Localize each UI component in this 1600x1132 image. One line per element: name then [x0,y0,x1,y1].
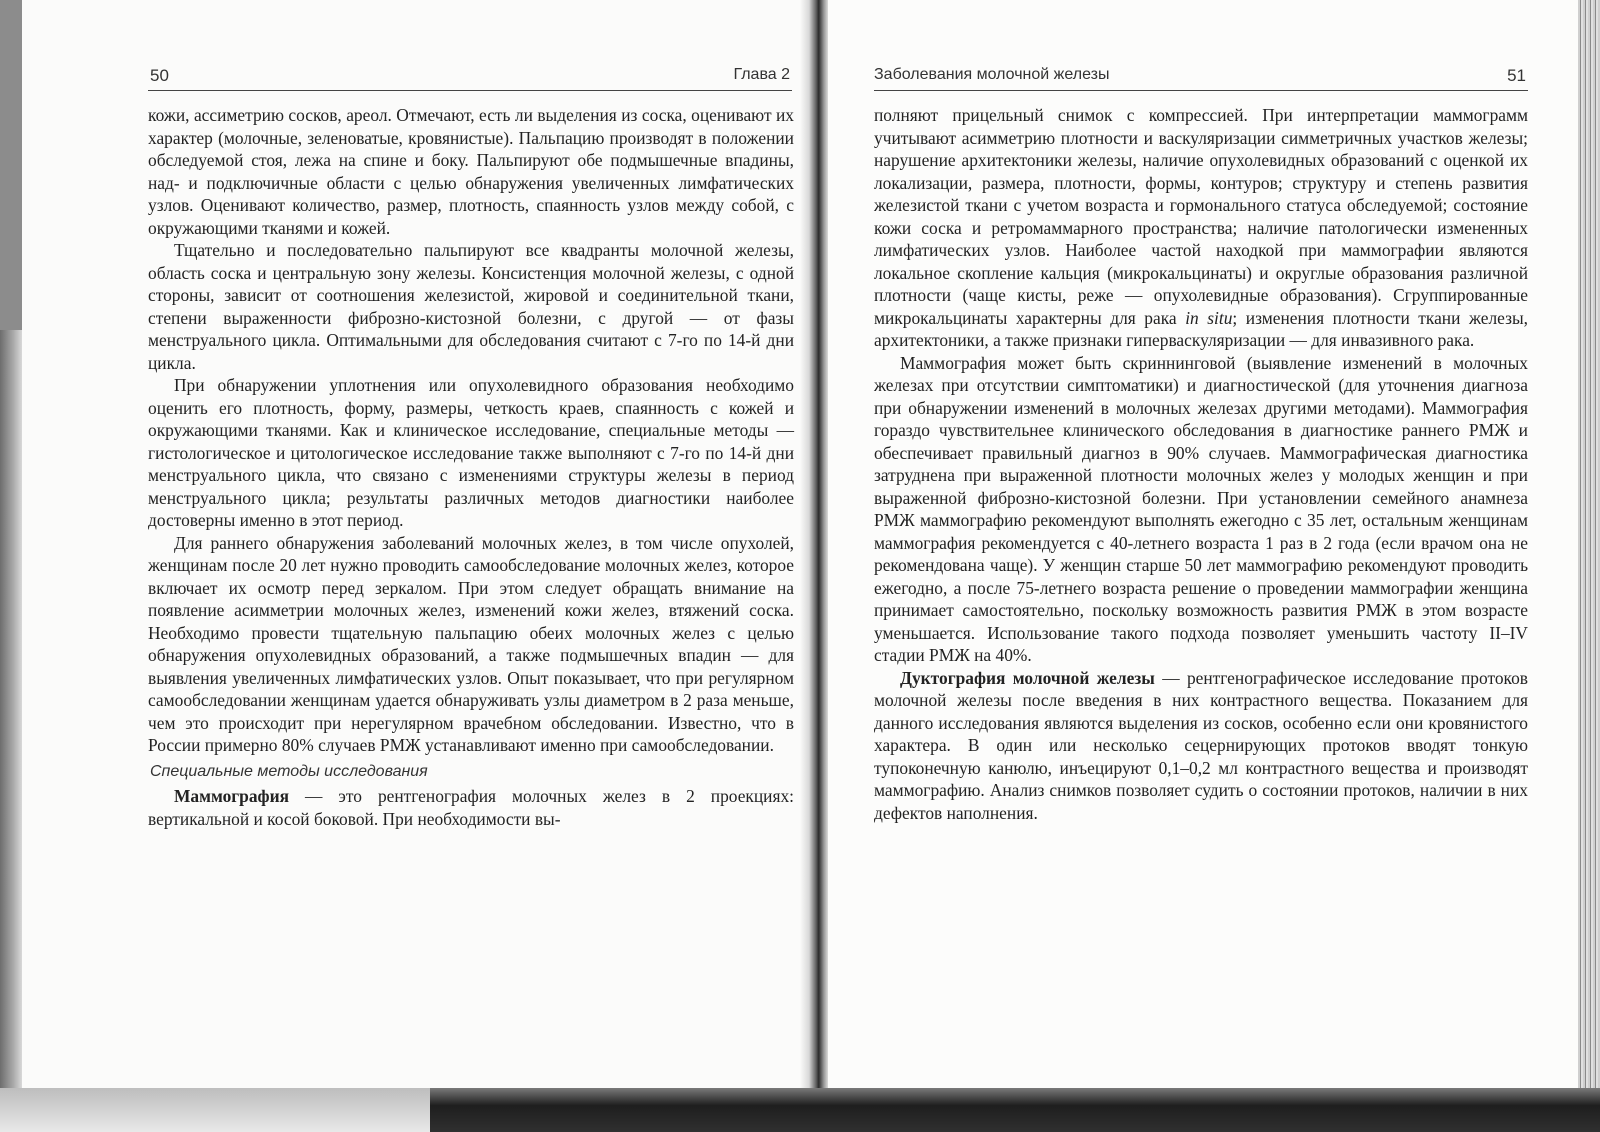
paragraph-text: ; изменения плотности ткани железы, архитектоники, а также признаки гиперваскуляризации — для инвазивного рака. [874,307,1528,350]
running-head: Глава 2 [733,66,790,83]
paragraph: При обнаружении уплотнения или опухолевидного образования необходимо оценить его плотность, форму, размеры, четкость краев, спаянность с кожей и окружающими тканями. Как и клиническое исследование, специальные методы — гистологическое и цитологическое исследование также выполняют с 7-го по 14-й дни менструального цикла, что связано с изменениями структуры железы в период менструального цикла; результаты различных методов диагностики наиболее достоверны именно в этот период. [148,375,794,530]
paragraph-text: полняют прицельный снимок с компрессией. При интерпретации маммограмм учитывают асимметрию плотности и васкуляризации симметричных участков железы; нарушение архитектоники железы, наличие опухолевидных образований с оценкой их локализации, размера, плотности, формы, контуров; структуру и степень развития железистой ткани с учетом возраста и гормонального статуса обследуемой; состояние кожи соска и ретромаммарного пространства; наличие патологически измененных лимфатических узлов. Наиболее частой находкой при маммографии являются локальное скопление кальция (микрокальцинаты) и округлые образования различной плотности (чаще кисты, реже — опухолевидные образования). Сгруппированные микрокальцинаты характерны для рака [874,105,1528,328]
page-number: 50 [150,66,169,85]
right-page-header [874,66,1528,91]
paragraph-text: — рентгенографическое исследование протоков молочной железы после введения в них контрастного вещества. Показанием для данного исследования являются выделения из сосков, особенно если они кровянистого характера. В один или несколько сецернирующих протоков вводят тонкую тупоконечную канюлю, инъецируют 0,1–0,2 мл контрастного вещества и производят маммографию. Анализ снимков позволяет судить о состоянии протоков, наличии в них дефектов наполнения. [874,667,1528,823]
right-page-edges [1578,0,1600,1132]
page-number: 51 [1507,66,1526,85]
book-gutter [800,0,830,1132]
right-page [828,0,1580,1090]
left-page [22,0,818,1090]
left-page-edge-shadow [0,0,22,330]
left-page-header [148,66,792,91]
paragraph-text: — это рентгенография молочных желез в 2 проекциях: вертикальной и косой боковой. При необходимости вы- [148,786,794,829]
section-subheading: Специальные методы исследования [150,762,428,780]
paragraph [148,785,794,830]
paragraph [874,667,1528,825]
running-head: Заболевания молочной железы [874,66,1110,83]
scan-bottom-light [0,1088,430,1132]
paragraph [874,104,1528,352]
term-mammography: Маммография [174,786,289,806]
paragraph: кожи, ассиметрию сосков, ареол. Отмечают, есть ли выделения из соска, оценивают их характер (молочные, зеленоватые, кровянистые). Пальпацию производят в положении обследуемой стоя, лежа на спине и боку. Пальпируют обе подмышечные впадины, над- и подключичные области с целью обнаружения увеличенных лимфатических узлов. Оценивают количество, размер, плотность, спаянность узлов между собой, с окружающими тканями и кожей. [148,105,794,238]
paragraph: Маммография может быть скриннинговой (выявление изменений в молочных железах при отсутствии симптоматики) и диагностической (для уточнения диагноза при обнаружении изменений в молочных железах другими методами). Маммография гораздо чувствительнее клинического обследования в диагностике раннего РМЖ и обеспечивает правильный диагноз в 90% случаев. Маммографическая диагностика затруднена при выраженной плотности молочных желез у молодых женщин и при выраженной фиброзно-кистозной болезни. При установлении семейного анамнеза РМЖ маммографию рекомендуют выполнять ежегодно с 35 лет, остальным женщинам маммография рекомендуется с 40-летнего возраста 1 раз в 2 года (если врачом она не рекомендована чаще). У женщин старше 50 лет маммографию рекомендуют проводить ежегодно, а после 75-летнего возраста решение о проведении маммографии женщина принимает самостоятельно, поскольку возможность развития РМЖ в этом возрасте уменьшается. Использование такого подхода позволяет уменьшить частоту II–IV стадии РМЖ на 40%. [874,352,1528,665]
left-page-body [148,104,794,830]
paragraph: Тщательно и последовательно пальпируют все квадранты молочной железы, область соска и центральную зону железы. Консистенция молочной железы, с одной стороны, зависит от соотношения железистой, жировой и соединительной ткани, степени выраженности фиброзно-кистозной болезни, с другой — от фазы менструального цикла. Оптимальными для обследования считают с 7-го по 14-й дни цикла. [148,240,794,373]
term-ductography: Дуктография молочной железы [900,667,1155,688]
right-page-body [874,104,1528,824]
italic-term: in situ [1185,307,1233,328]
paragraph: Для раннего обнаружения заболеваний молочных желез, в том числе опухолей, женщинам после 20 лет нужно проводить самообследование молочных желез, которое включает их осмотр перед зеркалом. При этом следует обращать внимание на появление асимметрии молочных желез, изменений кожи желез, втяжений соска. Необходимо провести тщательную пальпацию обеих молочных желез с целью обнаружения опухолевидных образований, а также подмышечных впадин — для выявления увеличенных лимфатических узлов. Опыт показывает, что при регулярном самообследовании женщинам удается обнаруживать узлы диаметром в 2 раза меньше, чем это происходит при нерегулярном врачебном обследовании. Известно, что в России примерно 80% случаев РМЖ устанавливают именно при самообследовании. [148,532,794,755]
